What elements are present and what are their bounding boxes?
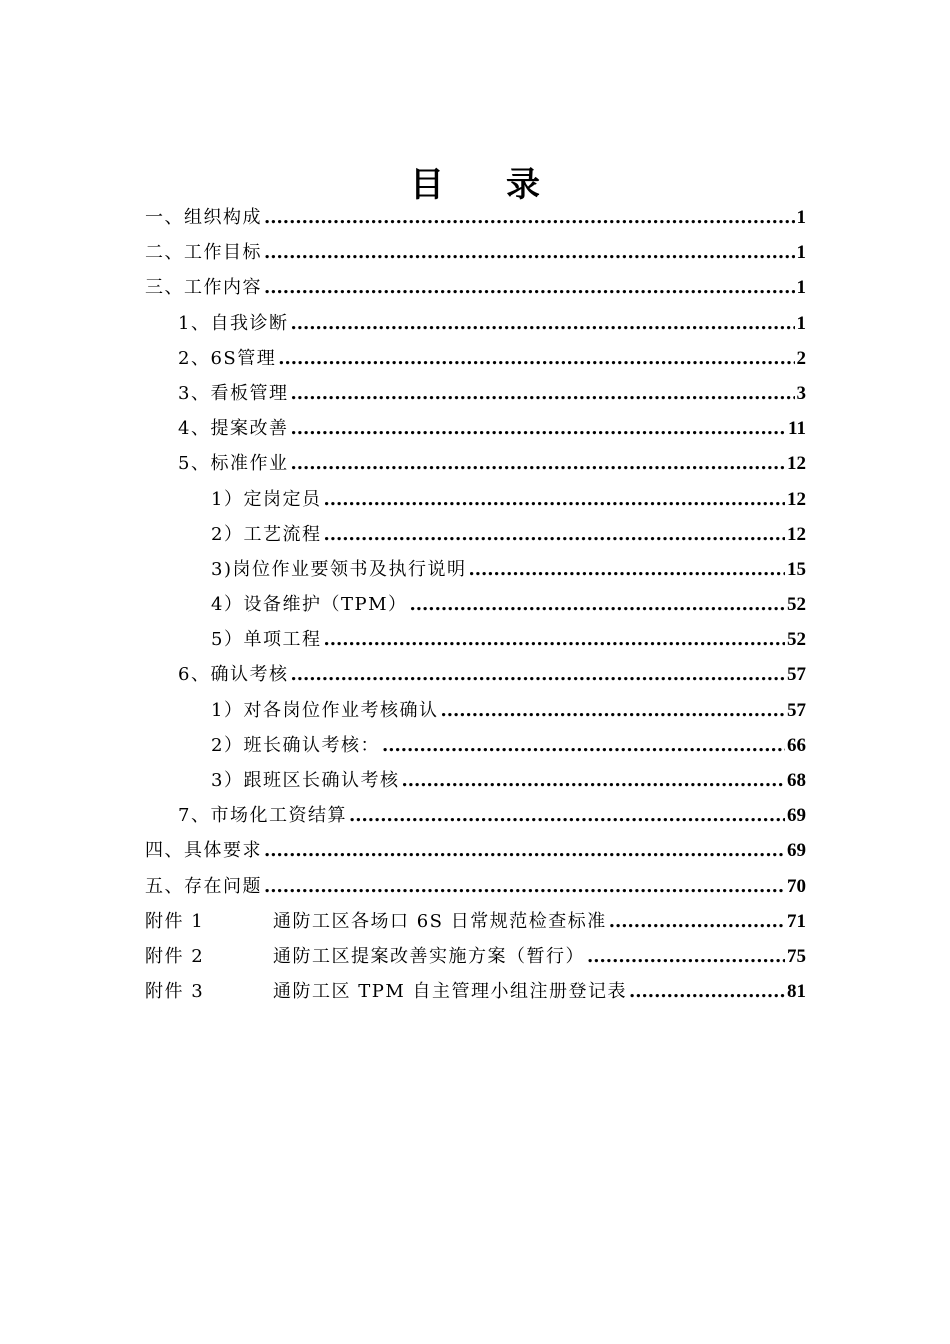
- toc-entry-text: 4）设备维护（TPM）: [211, 594, 408, 616]
- toc-entry-text: 通防工区 TPM 自主管理小组注册登记表: [273, 981, 627, 1003]
- toc-entry[interactable]: [145, 411, 806, 446]
- toc-page-number: 12: [787, 523, 806, 545]
- toc-entry-text: 5、标准作业: [178, 453, 289, 475]
- toc-entry-text: 5）单项工程: [211, 629, 322, 651]
- toc-entry-text: 2）班长确认考核：: [211, 734, 380, 756]
- dot-leader: [290, 306, 794, 341]
- dot-leader: [290, 411, 786, 446]
- toc-page-number: 1: [796, 277, 806, 299]
- toc-entry-text: 五、存在问题: [145, 875, 262, 897]
- dot-leader: [264, 200, 795, 235]
- toc-entry-text: 通防工区提案改善实施方案（暂行）: [273, 945, 585, 967]
- toc-page-number: 12: [787, 488, 806, 510]
- toc-page-number: 52: [787, 629, 806, 651]
- toc-page-number: 1: [796, 207, 806, 228]
- toc-page-number: 81: [787, 981, 806, 1003]
- title-char-1: 目: [410, 165, 444, 205]
- toc-entry-text: 4、提案改善: [178, 418, 289, 440]
- toc-entry[interactable]: [145, 482, 806, 517]
- toc-entry[interactable]: [145, 200, 806, 235]
- toc-page-number: 52: [787, 594, 806, 616]
- toc-entry-text: 3、看板管理: [178, 382, 289, 404]
- toc-entry[interactable]: [145, 904, 806, 939]
- toc-entry[interactable]: [145, 306, 806, 341]
- toc-entry[interactable]: [145, 798, 806, 833]
- title-char-2: 录: [506, 165, 540, 205]
- toc-entry-text: 2、6S管理: [178, 347, 277, 369]
- toc-list: [145, 200, 806, 1009]
- dot-leader: [264, 270, 795, 305]
- toc-entry-label: 附件 1: [145, 910, 205, 932]
- toc-page-number: 75: [787, 945, 806, 967]
- toc-page-number: 68: [787, 770, 806, 791]
- toc-page-number: 57: [787, 664, 806, 686]
- dot-leader: [349, 798, 785, 833]
- toc-entry[interactable]: [145, 974, 806, 1009]
- toc-entry[interactable]: [145, 517, 806, 552]
- dot-leader: [587, 939, 785, 974]
- dot-leader: [410, 587, 786, 622]
- dot-leader: [264, 235, 795, 270]
- toc-entry-text: 7、市场化工资结算: [178, 805, 347, 827]
- toc-page-number: 69: [787, 805, 806, 827]
- toc-entry-label: 附件 3: [145, 981, 205, 1003]
- toc-entry-text: 2）工艺流程: [211, 523, 322, 545]
- toc-page-number: 12: [787, 453, 806, 475]
- dot-leader: [382, 728, 785, 763]
- dot-leader: [468, 552, 785, 587]
- toc-entry[interactable]: [145, 763, 806, 798]
- toc-entry[interactable]: [145, 622, 806, 657]
- toc-entry[interactable]: [145, 939, 806, 974]
- dot-leader: [440, 693, 785, 728]
- toc-entry-text: 通防工区各场口 6S 日常规范检查标准: [273, 910, 607, 932]
- dot-leader: [264, 869, 785, 904]
- dot-leader: [290, 376, 794, 411]
- dot-leader: [629, 974, 785, 1009]
- dot-leader: [290, 657, 785, 692]
- toc-entry-text: 四、具体要求: [145, 840, 262, 862]
- toc-entry-text: 一、组织构成: [145, 207, 262, 228]
- toc-page-number: 69: [787, 840, 806, 862]
- toc-entry[interactable]: [145, 552, 806, 587]
- toc-page-number: 71: [787, 910, 806, 932]
- toc-entry-text: 三、工作内容: [145, 277, 262, 299]
- dot-leader: [323, 517, 785, 552]
- dot-leader: [609, 904, 785, 939]
- toc-entry[interactable]: [145, 587, 806, 622]
- toc-entry[interactable]: [145, 869, 806, 904]
- toc-entry[interactable]: [145, 657, 806, 692]
- toc-entry-text: 3)岗位作业要领书及执行说明: [211, 558, 467, 580]
- dot-leader: [278, 341, 794, 376]
- toc-entry-text: 1）对各岗位作业考核确认: [211, 699, 439, 721]
- toc-page-number: 1: [796, 312, 806, 334]
- toc-entry-text: 3）跟班区长确认考核: [211, 770, 400, 791]
- dot-leader: [323, 622, 785, 657]
- toc-page-number: 2: [796, 347, 806, 369]
- toc-entry[interactable]: [145, 446, 806, 481]
- toc-entry[interactable]: [145, 376, 806, 411]
- toc-entry-text: 1）定岗定员: [211, 488, 322, 510]
- toc-entry-label: 附件 2: [145, 945, 205, 967]
- toc-page-number: 1: [796, 242, 806, 264]
- toc-page-number: 57: [787, 699, 806, 721]
- dot-leader: [264, 833, 785, 868]
- toc-page-number: 15: [787, 558, 806, 580]
- toc-entry[interactable]: [145, 833, 806, 868]
- toc-page-number: 66: [787, 734, 806, 756]
- toc-entry-text: 1、自我诊断: [178, 312, 289, 334]
- toc-entry-text: 二、工作目标: [145, 242, 262, 264]
- dot-leader: [290, 446, 785, 481]
- toc-page-number: 11: [788, 418, 806, 440]
- toc-entry-text: 6、确认考核: [178, 664, 289, 686]
- dot-leader: [401, 763, 785, 798]
- toc-entry[interactable]: [145, 728, 806, 763]
- toc-entry[interactable]: [145, 235, 806, 270]
- dot-leader: [323, 482, 785, 517]
- toc-entry[interactable]: [145, 341, 806, 376]
- toc-page-number: 70: [787, 875, 806, 897]
- toc-entry[interactable]: [145, 693, 806, 728]
- toc-page-number: 3: [796, 382, 806, 404]
- toc-entry[interactable]: [145, 270, 806, 305]
